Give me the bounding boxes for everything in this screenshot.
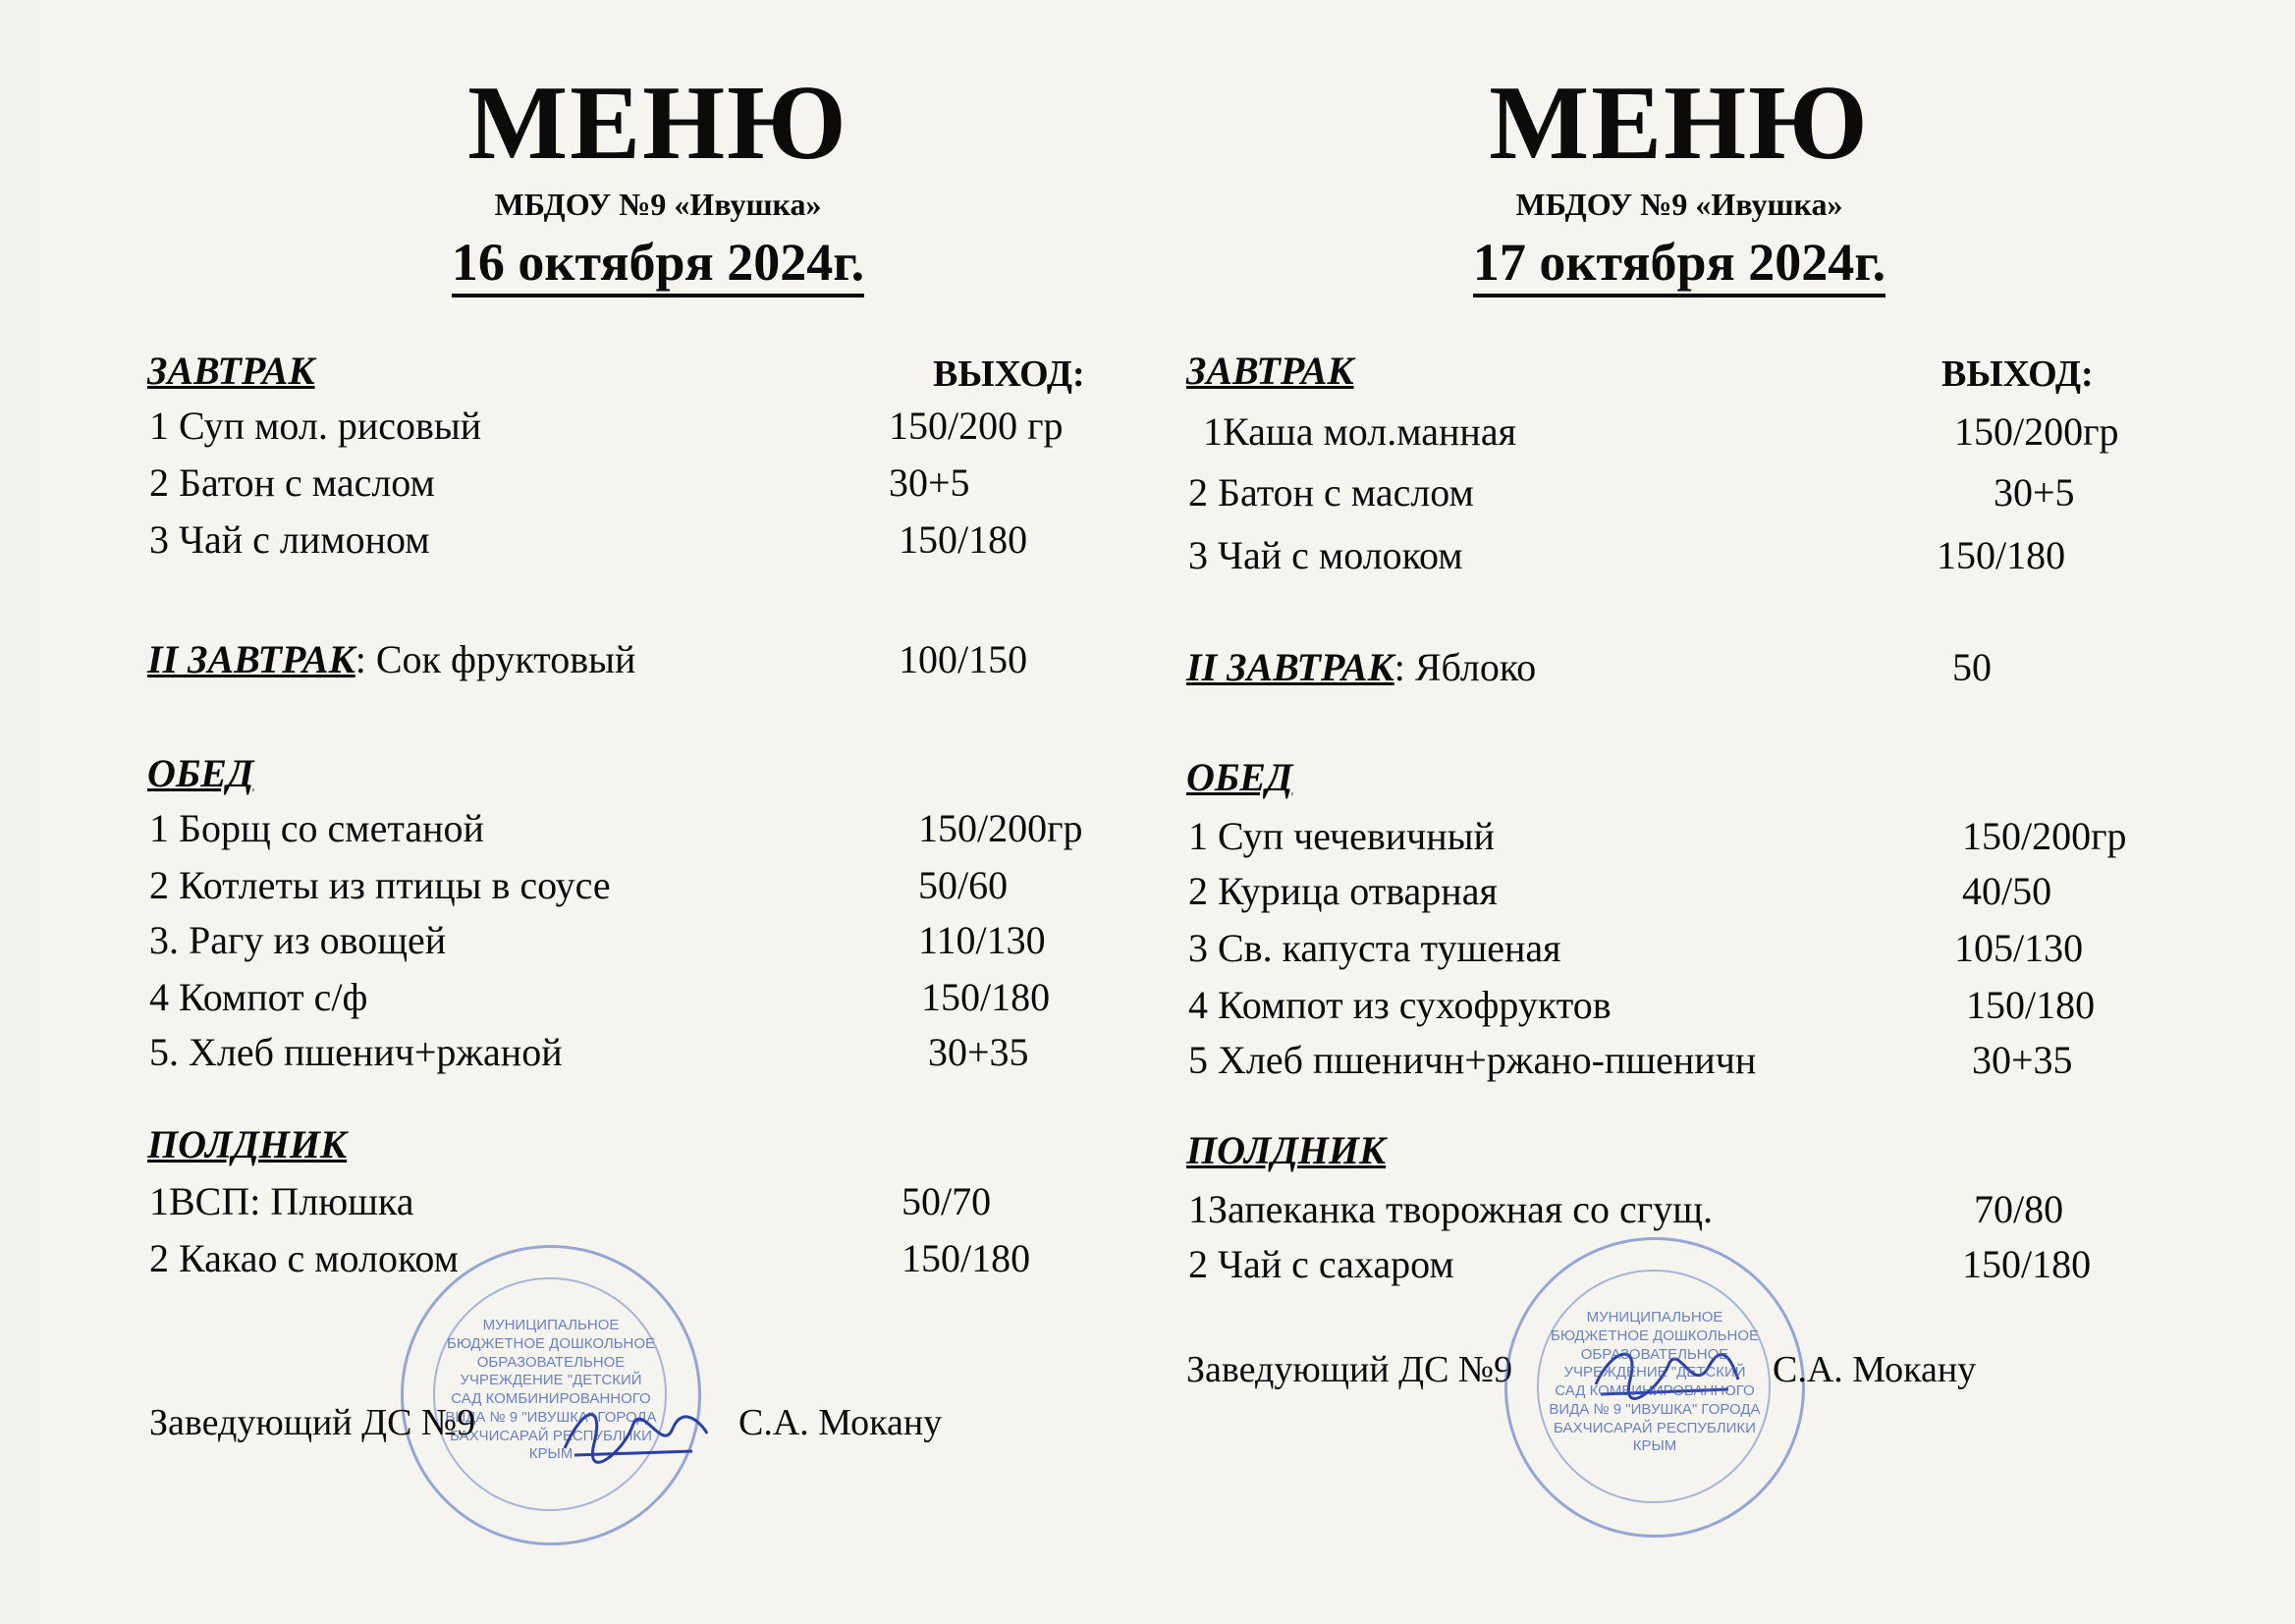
menu-item: 2 Батон с маслом [1188, 470, 1474, 514]
menu-item: 1Запеканка творожная со сгущ. [1188, 1187, 1714, 1231]
menu-item: 3. Рагу из овощей [149, 918, 447, 962]
stamp-text: МУНИЦИПАЛЬНОЕ БЮДЖЕТНОЕ ДОШКОЛЬНОЕ ОБРАЗОВАТЕЛЬНОЕ УЧРЕЖДЕНИЕ "ДЕТСКИЙ САД КОМБИНИРОВАННОГО ВИДА № 9 "ИВУШКА" ГОРОДА БАХЧИСАРАЙ РЕСПУБЛИКИ КРЫМ [1549, 1309, 1761, 1455]
official-stamp [1504, 1237, 1805, 1538]
menu-item: 4 Компот с/ф [149, 975, 368, 1019]
section-second-breakfast: II ЗАВТРАК [147, 637, 355, 681]
menu-item: 2 Курица отварная [1188, 869, 1498, 913]
output-header: ВЫХОД: [1941, 353, 2094, 395]
signature-icon [555, 1394, 712, 1473]
menu-item-output: 150/200гр [1954, 409, 2119, 454]
menu-item: 2 Котлеты из птицы в соусе [149, 863, 611, 907]
menu-item: 2 Какао с молоком [149, 1236, 459, 1280]
section-lunch: ОБЕД [147, 751, 254, 795]
menu-item-output: 30+35 [928, 1030, 1029, 1074]
menu-oct-17 [1169, 0, 2295, 1624]
menu-item: 3 Св. капуста тушеная [1188, 926, 1561, 970]
second-breakfast-output: 50 [1952, 645, 1992, 689]
head-name: С.А. Мокану [738, 1402, 943, 1443]
section-second-breakfast: II ЗАВТРАК [1186, 645, 1394, 689]
menu-item: 1 Борщ со сметаной [149, 806, 484, 850]
section-snack: ПОЛДНИК [147, 1122, 348, 1166]
menu-item-output: 150/200гр [918, 806, 1083, 850]
menu-item-output: 40/50 [1962, 869, 2052, 913]
menu-item-output: 50/70 [902, 1179, 992, 1223]
second-breakfast-output: 100/150 [899, 637, 1028, 681]
menu-item: 3 Чай с молоком [1188, 533, 1463, 577]
menu-date: 17 октября 2024г. [1169, 236, 2190, 289]
second-breakfast-row [1186, 645, 1537, 689]
menu-item: 5. Хлеб пшенич+ржаной [149, 1030, 563, 1074]
menu-item: 5 Хлеб пшеничн+ржано-пшеничн [1188, 1038, 1757, 1082]
menu-item: 4 Компот из сухофруктов [1188, 983, 1612, 1027]
head-label: Заведующий ДС №9 [149, 1402, 476, 1443]
menu-item-output: 150/200 гр [889, 404, 1064, 448]
menu-item: 1 Суп чечевичный [1188, 814, 1495, 858]
section-breakfast: ЗАВТРАК [1186, 349, 1354, 393]
menu-title: МЕНЮ [1489, 65, 1870, 182]
head-label: Заведующий ДС №9 [1186, 1349, 1513, 1390]
menu-item-output: 30+5 [1994, 470, 2075, 514]
menu-item-output: 150/180 [1962, 1242, 2092, 1286]
menu-item: 2 Чай с сахаром [1188, 1242, 1454, 1286]
menu-item-output: 150/180 [921, 975, 1051, 1019]
section-lunch: ОБЕД [1186, 755, 1293, 799]
menu-date: 16 октября 2024г. [0, 236, 1316, 289]
menu-item-output: 105/130 [1954, 926, 2084, 970]
menu-item-output: 150/180 [1937, 533, 2066, 577]
stamp-text: МУНИЦИПАЛЬНОЕ БЮДЖЕТНОЕ ДОШКОЛЬНОЕ ОБРАЗОВАТЕЛЬНОЕ УЧРЕЖДЕНИЕ "ДЕТСКИЙ САД КОМБИНИРОВАННОГО ВИДА № 9 "ИВУШКА" ГОРОДА БАХЧИСАРАЙ РЕСПУБЛИКИ КРЫМ [445, 1317, 657, 1463]
head-name: С.А. Мокану [1773, 1349, 1977, 1390]
second-breakfast-row [147, 637, 636, 681]
second-breakfast-item: : Яблоко [1393, 645, 1537, 689]
menu-item: 3 Чай с лимоном [149, 517, 430, 562]
menu-item-output: 150/180 [902, 1236, 1031, 1280]
menu-item: 1ВСП: Плюшка [149, 1179, 414, 1223]
section-breakfast: ЗАВТРАК [147, 349, 315, 393]
menu-title: МЕНЮ [467, 65, 848, 182]
section-snack: ПОЛДНИК [1186, 1128, 1387, 1172]
menu-item: 1Каша мол.манная [1203, 409, 1516, 454]
menu-item-output: 30+5 [889, 460, 970, 505]
menu-item-output: 150/180 [899, 517, 1028, 562]
menu-item: 2 Батон с маслом [149, 460, 435, 505]
menu-item: 1 Суп мол. рисовый [149, 404, 482, 448]
menu-subtitle: МБДОУ №9 «Ивушка» [1515, 187, 1843, 222]
menu-item-output: 70/80 [1974, 1187, 2064, 1231]
menu-subtitle: МБДОУ №9 «Ивушка» [494, 187, 822, 222]
second-breakfast-item: : Сок фруктовый [355, 637, 636, 681]
menu-item-output: 150/180 [1966, 983, 2096, 1027]
output-header: ВЫХОД: [933, 353, 1085, 395]
menu-item-output: 30+35 [1972, 1038, 2073, 1082]
menu-item-output: 110/130 [918, 918, 1046, 962]
menu-item-output: 50/60 [918, 863, 1009, 907]
menu-item-output: 150/200гр [1962, 814, 2127, 858]
